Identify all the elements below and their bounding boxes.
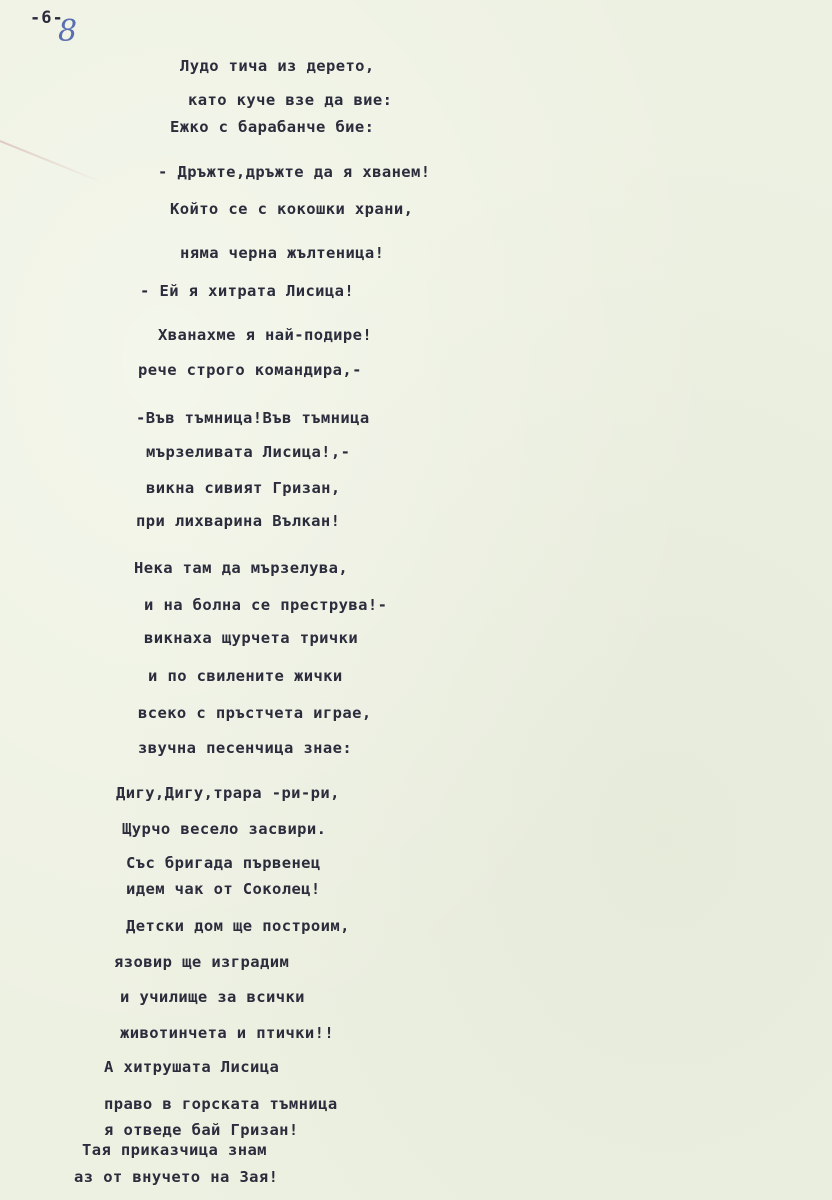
poem-line: мързеливата Лисица!,- [146,443,351,461]
handwritten-page-number: 8 [58,14,78,49]
poem-line: аз от внучето на Зая! [74,1168,279,1186]
poem-line: рече строго командира,- [138,361,362,379]
poem-line: викна сивият Гризан, [146,479,341,497]
poem-line: Ежко с барабанче бие: [170,118,375,136]
poem-line: -Във тъмница!Във тъмница [136,409,370,427]
poem-line: и на болна се преструва!- [144,596,388,614]
poem-line: идем чак от Соколец! [126,880,321,898]
poem-line: язовир ще изградим [114,953,290,971]
poem-line: я отведе бай Гризан! [104,1121,299,1139]
poem-line: Лудо тича из дерето, [180,57,375,75]
poem-line: Тая приказчица знам [82,1141,267,1159]
poem-line: и по свилените жички [148,667,343,685]
poem-line: Нека там да мързелува, [134,559,349,577]
poem-line: Дигу,Дигу,трара -ри-ри, [116,784,340,802]
poem-line: Щурчо весело засвири. [122,820,327,838]
poem-line: А хитрушата Лисица [104,1058,280,1076]
poem-line: Хванахме я най-подире! [158,326,373,344]
poem-line: - Дръжте,дръжте да я хванем! [158,163,431,181]
poem-line: няма черна жълтеница! [180,244,385,262]
poem-line: при лихварина Вълкан! [136,512,341,530]
poem-line: викнаха щурчета трички [144,629,359,647]
poem-line: право в горската тъмница [104,1095,338,1113]
poem-line: Който се с кокошки храни, [170,200,414,218]
poem-line: звучна песенчица знае: [138,739,353,757]
poem-line: Детски дом ще построим, [126,917,350,935]
paper-crease [0,140,102,183]
poem-line: всеко с пръстчета играе, [138,704,372,722]
poem-line: като куче взе да вие: [188,91,393,109]
page-number: -6- [30,8,64,28]
poem-line: и училище за всички [120,988,305,1006]
poem-line: - Ей я хитрата Лисица! [140,282,355,300]
poem-line: Със бригада първенец [126,854,321,872]
poem-line: животинчета и птички!! [120,1024,335,1042]
